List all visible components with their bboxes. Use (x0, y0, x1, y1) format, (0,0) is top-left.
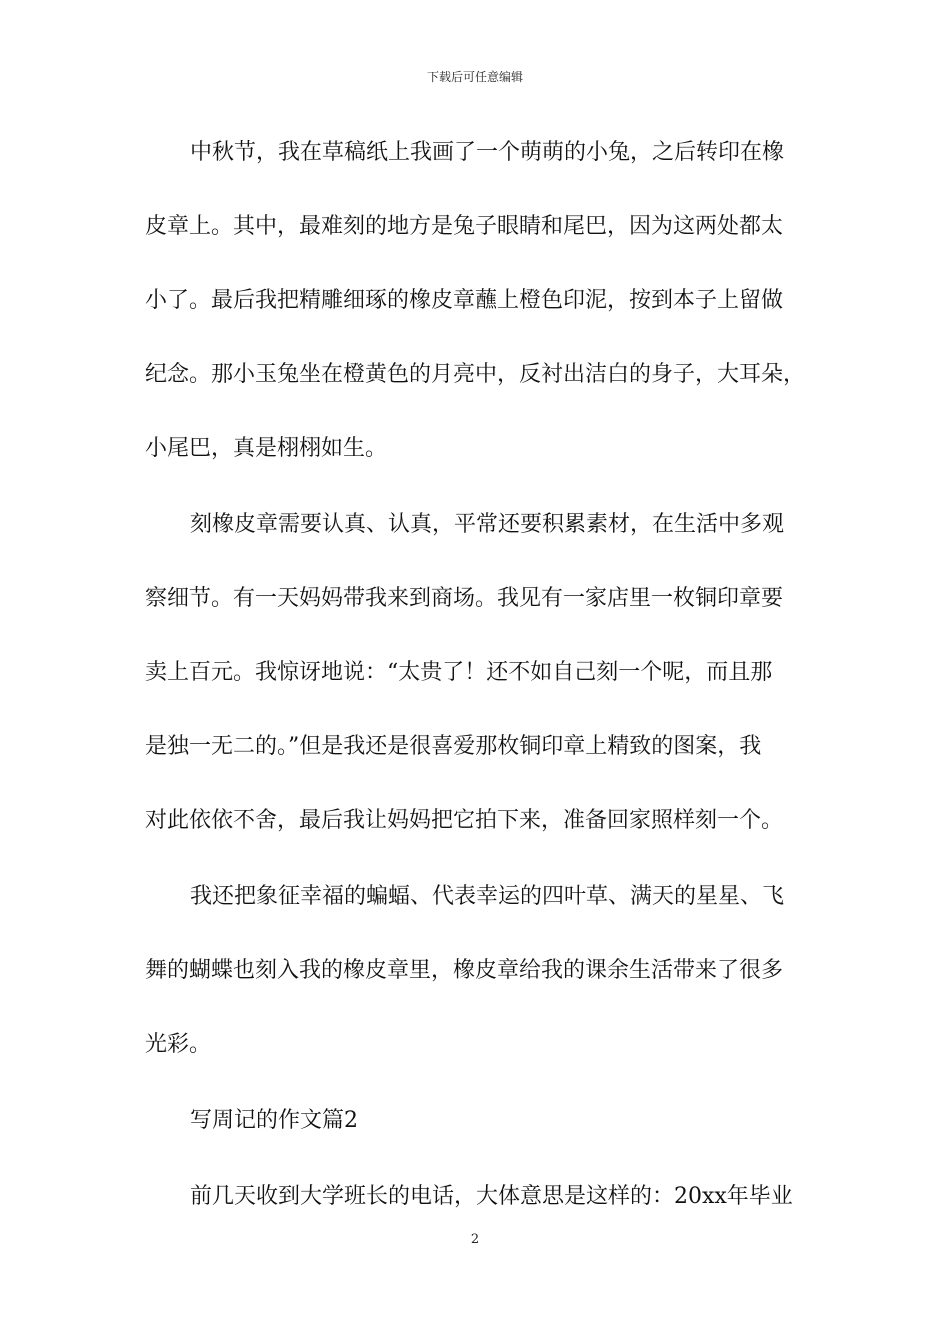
page-number: 2 (470, 1232, 480, 1247)
section-heading: 写周记的作文篇2 (190, 1108, 358, 1133)
paragraph-line: 皮章上。其中，最难刻的地方是兔子眼睛和尾巴，因为这两处都太 (145, 214, 784, 239)
paragraph-line: 刻橡皮章需要认真、认真，平常还要积累素材，在生活中多观 (190, 512, 785, 537)
header-note: 下载后可任意编辑 (426, 70, 523, 84)
paragraph-line: 纪念。那小玉兔坐在橙黄色的月亮中，反衬出洁白的身子，大耳朵， (145, 362, 806, 387)
paragraph-line: 对此依依不舍，最后我让妈妈把它拍下来，准备回家照样刻一个。 (145, 808, 784, 833)
paragraph-line: 前几天收到大学班长的电话，大体意思是这样的：20xx年毕业 (190, 1184, 793, 1209)
paragraph-line: 卖上百元。我惊讶地说：“太贵了！还不如自己刻一个呢，而且那 (145, 660, 773, 685)
paragraph-line: 小尾巴，真是栩栩如生。 (145, 436, 388, 461)
paragraph-line: 中秋节，我在草稿纸上我画了一个萌萌的小兔，之后转印在橡 (190, 140, 785, 165)
paragraph-line: 察细节。有一天妈妈带我来到商场。我见有一家店里一枚铜印章要 (145, 586, 784, 611)
paragraph-line: 光彩。 (145, 1032, 212, 1057)
paragraph-line: 我还把象征幸福的蝙蝠、代表幸运的四叶草、满天的星星、飞 (190, 884, 785, 909)
paragraph-line: 是独一无二的。”但是我还是很喜爱那枚铜印章上精致的图案，我 (145, 734, 762, 759)
paragraph-line: 舞的蝴蝶也刻入我的橡皮章里，橡皮章给我的课余生活带来了很多 (145, 958, 784, 983)
paragraph-line: 小了。最后我把精雕细琢的橡皮章蘸上橙色印泥，按到本子上留做 (145, 288, 784, 313)
